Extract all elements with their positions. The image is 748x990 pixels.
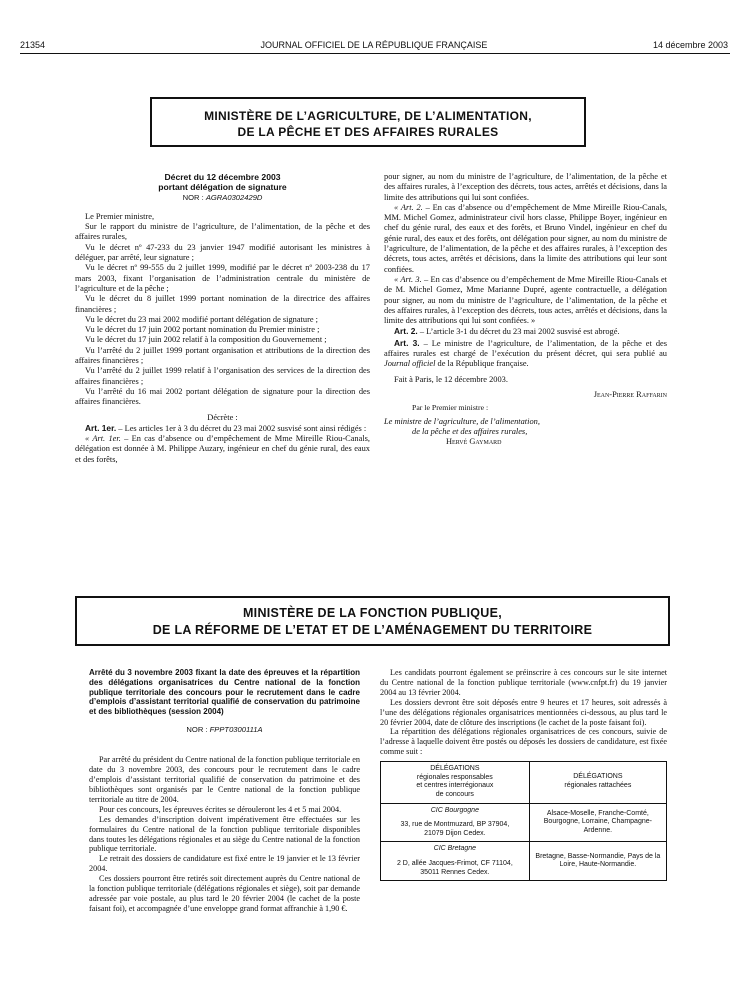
decree-para: Vu le décret du 17 juin 2002 portant nomination du Premier ministre ; [85, 325, 320, 335]
header-text: DÉLÉGATIONS [573, 773, 623, 781]
ministry-box-fonction-publique [75, 596, 670, 646]
delegation-address: 35011 Rennes Cedex. [420, 868, 490, 876]
article-3-journal: Journal officiel [384, 359, 436, 369]
header-text: régionales responsables [416, 773, 493, 781]
table-header-row [381, 762, 667, 803]
article-1-text: – Les articles 1er à 3 du décret du 23 mai 2002 susvisé sont ainsi rédigés : [116, 423, 367, 433]
page-number: 21354 [20, 40, 46, 50]
article-2-label: Art. 2. [394, 326, 418, 337]
arrete-title: Arrêté du 3 novembre 2003 fixant la date des épreuves et la répartition des délégations organisatrices du Centre national de la fonction publique territoriale des concours pour le recrutement dans le cadre d’emplois d’assistant territorial qualifié de conservation du patrimoine et des bibliothèques (session 2004) [89, 668, 360, 717]
ministry2-title-line1: MINISTÈRE DE LA FONCTION PUBLIQUE, [242, 606, 503, 620]
done-at: Fait à Paris, le 12 décembre 2003. [394, 374, 508, 384]
decree-para: Sur le rapport du ministre de l’agriculture, de l’alimentation, de la pêche et des affaires rurales, [75, 222, 370, 242]
issue-date: 14 décembre 2003 [652, 40, 728, 50]
article-3 [384, 338, 667, 370]
article-2 [384, 326, 667, 337]
ministry2-title-line2: DE LA RÉFORME DE L’ETAT ET DE L’AMÉNAGEMENT DU TERRITOIRE [152, 623, 593, 637]
delegation-name: CIC Bretagne [433, 845, 477, 853]
article-1 [75, 423, 370, 434]
quote-2-label: « Art. 2. [394, 202, 423, 212]
table-header-left [381, 762, 530, 803]
arrete-para: Par arrêté du président du Centre national de la fonction publique territoriale en date du 3 novembre 2003, des concours pour le recrutement dans le cadre d’emplois d’assistant territorial qualifié de conservation du patrimoine et des bibliothèques sont organisés par le Centre national de la fonction publique territoriale au titre de 2004. [89, 755, 360, 804]
arrete-para: Pour ces concours, les épreuves écrites se dérouleront les 4 et 5 mai 2004. [99, 804, 342, 814]
header-text: DÉLÉGATIONS [430, 765, 480, 773]
arrete-right-column [380, 668, 667, 881]
delegations-table [380, 761, 667, 881]
arrete-para: Le retrait des dossiers de candidature est fixé entre le 19 janvier et le 13 février 2004. [89, 854, 360, 874]
decree-para: Vu le décret du 23 mai 2002 modifié portant délégation de signature ; [85, 314, 318, 324]
quote-2-text: – En cas d’absence ou d’empêchement de Mme Mireille Riou-Canals, MM. Michel Gomez, administrateur civil hors classe, Philippe Boyer, ingénieur en chef du génie rural, des eaux et des forêts, et Bruno Vindel, ingénieur en chef du génie rural, des eaux et des forêts, ont délégation pour signer, au nom du ministre de l’agriculture, de l’alimentation, de la pêche et des affaires rurales, à l’exception des décrets, tous actes, arrêtés et décisions, dans la limite des attributions qui leur sont confiées. [384, 202, 668, 274]
decree-para: Vu l’arrêté du 2 juillet 1999 portant organisation et attributions de la direction des affaires financières ; [75, 345, 370, 366]
decree-title-2: portant délégation de signature [158, 182, 287, 193]
article-3-label: Art. 3. [394, 337, 420, 348]
minister-line-1: Le ministre de l’agriculture, de l’alimentation, [384, 416, 540, 426]
table-row [381, 803, 667, 842]
delegation-name: CIC Bourgogne [430, 806, 479, 814]
quoted-article-1 [75, 434, 370, 465]
quote-1-label: « Art. 1er. [85, 434, 121, 444]
delegation-address: 2 D, allée Jacques-Frimot, CF 71104, [396, 859, 513, 867]
signer-name: Jean-Pierre Raffarin [593, 389, 667, 399]
by-prime-minister: Par le Premier ministre : [412, 403, 489, 413]
decree-left-column [75, 172, 370, 465]
table-row [381, 842, 667, 881]
table-cell-delegation [381, 803, 530, 842]
article-3-text-b: de la République française. [435, 359, 529, 369]
minister-name: Hervé Gaymard [446, 437, 502, 447]
ministry-title-line1: MINISTÈRE DE L’AGRICULTURE, DE L’ALIMENTATION, [204, 109, 532, 123]
table-cell-delegation [381, 842, 530, 881]
article-1-label: Art. 1er. [85, 422, 117, 433]
quote-3-text: – En cas d’absence ou d’empêchement de Mme Mireille Riou-Canals et de M. Michel Gomez, Mme Marianne Dupré, agente contractuelle, a délégation pour signer, au nom du ministre de l’agriculture, de l’alimentation, de la pêche et des affaires rurales, à l’exception des décrets, tous actes, arrêtés et décisions, dans la limite des attributions qui lui sont confiées. » [384, 274, 667, 326]
decree-para: Vu l’arrêté du 2 juillet 1999 relatif à l’organisation des services de la direction des affaires financières ; [75, 366, 370, 386]
arrete-nor [89, 725, 360, 735]
decree-right-column [384, 172, 667, 447]
ministry-title-line2: DE LA PÊCHE ET DES AFFAIRES RURALES [237, 125, 499, 139]
arrete-para: Les dossiers devront être soit déposés entre 9 heures et 17 heures, soit adressés à l’une des délégations régionales organisatrices mentionnées ci-dessous, au plus tard le 20 février 2004, date de clôture des inscriptions (le cachet de la poste faisant foi). [380, 697, 667, 727]
decrete-heading: Décrète : [207, 412, 238, 422]
journal-title: JOURNAL OFFICIEL DE LA RÉPUBLIQUE FRANÇAISE [260, 40, 488, 50]
delegation-address: 33, rue de Montmuzard, BP 37904, [400, 821, 510, 829]
table-header-right [529, 762, 666, 803]
nor-label: NOR : [186, 724, 208, 734]
decree-para: Vu le décret nº 47-233 du 23 janvier 1947 modifié autorisant les ministres à déléguer, par arrêté, leur signature ; [75, 242, 370, 263]
header-text: régionales rattachées [564, 781, 632, 789]
nor-code: AGRA0302429D [205, 192, 263, 202]
arrete-para: La répartition des délégations régionales organisatrices de ces concours, suivie de l’adresse à laquelle doivent être postés ou déposés les dossiers de candidature, est fixée comme suit : [380, 727, 667, 757]
header-text: et centres interrégionaux [416, 782, 494, 790]
decree-title-1: Décret du 12 décembre 2003 [164, 172, 281, 182]
arrete-para: Les candidats pourront également se préinscrire à ces concours sur le site internet du Centre national de la fonction publique territoriale (www.cnfpt.fr) du 19 janvier 2004 au 13 février 2004. [380, 668, 667, 697]
delegation-address: 21079 Dijon Cedex. [424, 829, 486, 837]
article-2-text: – L’article 3-1 du décret du 23 mai 2002 susvisé est abrogé. [417, 327, 620, 337]
quote-1-text: – En cas d’absence ou d’empêchement de Mme Mireille Riou-Canals, délégation est donnée à M. Philippe Auzary, ingénieur en chef du génie rural, des eaux et des forêts, [75, 434, 370, 464]
decree-para: Vu le décret nº 99-555 du 2 juillet 1999, modifié par le décret nº 2003-238 du 17 mars 2003, fixant l’organisation de l’administration centrale du ministère de l’agriculture et de la pêche ; [75, 263, 370, 293]
header-rule [20, 53, 730, 54]
nor-code: FPPT0300111A [209, 724, 263, 734]
decree-continuation: pour signer, au nom du ministre de l’agriculture, de l’alimentation, de la pêche et des affaires rurales, à l’exception des décrets, tous actes, arrêtés et décisions, dans la limite des attributions qui lui sont confiées. [384, 172, 667, 202]
article-3-text-a: – Le ministre de l’agriculture, de l’alimentation, de la pêche et des affaires rurales est chargé de l’exécution du présent décret, qui sera publié au [384, 338, 667, 359]
table-cell-attached: Bretagne, Basse-Normandie, Pays de la Loire, Haute-Normandie. [529, 842, 666, 881]
header-text: de concours [435, 790, 474, 798]
quote-3-label: « Art. 3. [394, 274, 422, 284]
quoted-article-2 [384, 203, 667, 275]
decree-para: Vu l’arrêté du 16 mai 2002 portant délégation de signature pour la direction des affaires financières. [75, 386, 370, 407]
minister-line-2: de la pêche et des affaires rurales, [412, 426, 528, 436]
nor-label: NOR : [182, 192, 204, 202]
decree-para: Le Premier ministre, [85, 211, 155, 221]
decree-para: Vu le décret du 8 juillet 1999 portant nomination de la directrice des affaires financières ; [75, 294, 370, 314]
arrete-para: Les demandes d’inscription doivent impérativement être effectuées sur les formulaires du Centre national de la fonction publique territoriale disponibles dans toutes les délégations régionales et au siège du Centre national de la fonction publique territoriale. [89, 814, 360, 854]
table-cell-attached: Alsace-Moselle, Franche-Comté, Bourgogne, Lorraine, Champagne-Ardenne. [529, 803, 666, 842]
decree-para: Vu le décret du 17 juin 2002 relatif à la composition du Gouvernement ; [85, 335, 327, 345]
decree-nor [75, 193, 370, 203]
arrete-para: Ces dossiers pourront être retirés soit directement auprès du Centre national de la fonction publique territoriale (délégations régionales et siège), soit par demande adressée par voie postale, au plus tard le 20 février 2004 (le cachet de la poste faisant foi), et accompagnée d’une enveloppe grand format affranchie à 1,90 €. [89, 874, 360, 913]
quoted-article-3 [384, 275, 667, 326]
arrete-left-column [89, 668, 360, 914]
